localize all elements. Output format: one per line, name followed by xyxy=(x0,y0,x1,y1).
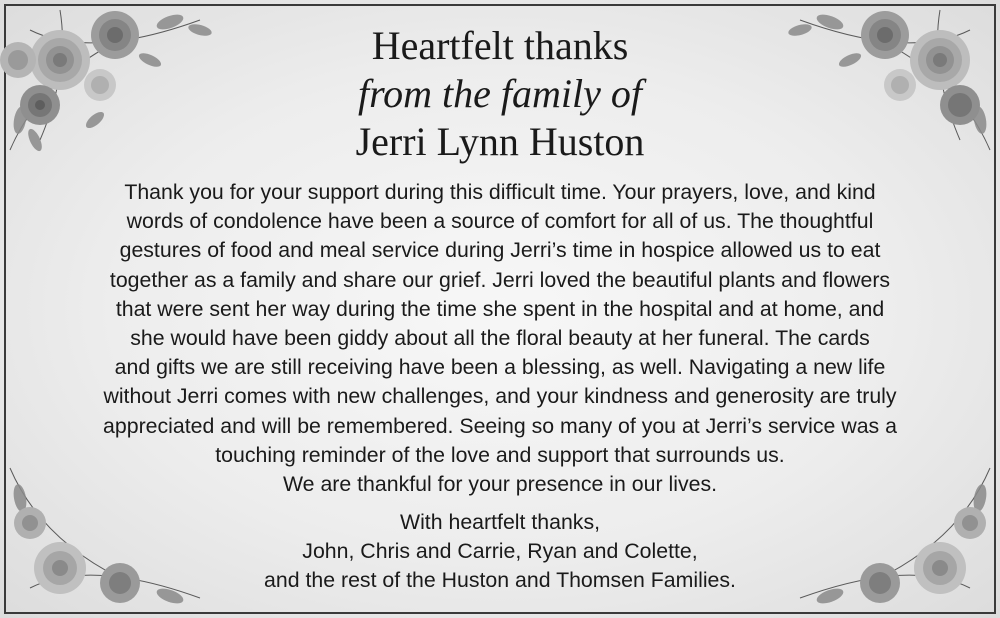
message-line: and gifts we are still receiving have been a blessing, as well. Navigating a new life xyxy=(114,355,886,380)
message-line: Thank you for your support during this difficult time. Your prayers, love, and kind xyxy=(124,180,876,204)
message-line: gestures of food and meal service during Jerri’s time in hospice allowed us to eat xyxy=(119,238,881,263)
heading-subtitle: from the family of xyxy=(357,71,643,116)
deceased-name: Jerri Lynn Huston xyxy=(355,119,645,164)
message-line: without Jerri comes with new challenges, and your kindness and generosity are truly xyxy=(103,384,897,409)
message-body xyxy=(20,178,980,499)
signoff-closing: With heartfelt thanks, xyxy=(399,510,601,534)
heading-title: Heartfelt thanks xyxy=(371,23,629,68)
message-line: appreciated and will be remembered. Seeing so many of you at Jerri’s service was a xyxy=(103,413,897,438)
message-line: We are thankful for your presence in our lives. xyxy=(282,472,718,497)
message-line: words of condolence have been a source of comfort for all of us. The thoughtful xyxy=(126,209,874,234)
signoff-families: and the rest of the Huston and Thomsen Families. xyxy=(264,568,736,592)
message-line: she would have been giddy about all the floral beauty at her funeral. The cards xyxy=(130,326,870,351)
message-line: together as a family and share our grief. Jerri loved the beautiful plants and flowers xyxy=(109,267,891,292)
signoff-names: John, Chris and Carrie, Ryan and Colette, xyxy=(302,539,698,563)
message-line: touching reminder of the love and support that surrounds us. xyxy=(215,442,785,467)
signoff xyxy=(0,508,1000,595)
notice-heading xyxy=(0,22,1000,166)
message-line: that were sent her way during the time she spent in the hospital and at home, and xyxy=(115,296,885,321)
